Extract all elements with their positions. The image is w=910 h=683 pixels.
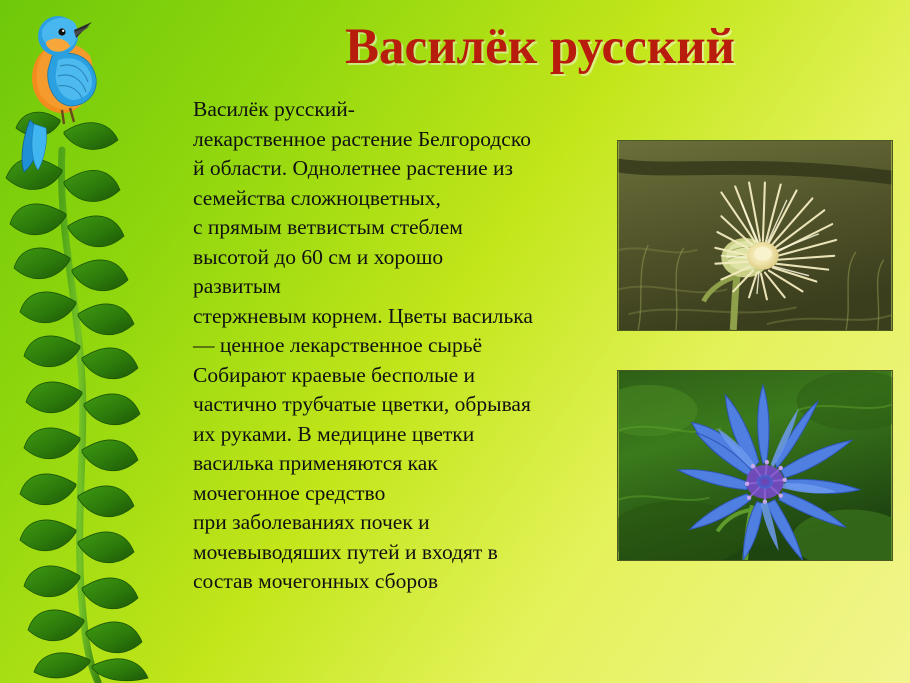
body-line: Собирают краевые бесполые и	[193, 362, 476, 387]
body-line: й области. Однолетнее растение из	[193, 156, 513, 180]
body-line: лекарственное растение Белгородско	[193, 126, 531, 151]
body-line: состав мочегонных сборов	[193, 569, 439, 593]
body-line: их руками. В медицине цветки	[193, 421, 475, 446]
body-line: при заболеваниях почек и	[193, 510, 430, 534]
page-title: Василёк русский	[345, 19, 735, 75]
photo-centaurea-cyanus	[617, 370, 893, 561]
body-line: семейства сложноцветных,	[193, 185, 441, 210]
body-line: высотой до 60 см и хорошо	[193, 244, 444, 269]
body-line: частично трубчатые цветки, обрывая	[193, 392, 531, 416]
body-line: стержневым корнем. Цветы василька	[193, 303, 533, 328]
body-line: Василёк русский-	[193, 97, 355, 121]
body-line: мочегонное средство	[193, 480, 386, 505]
body-line: василька применяются как	[193, 451, 438, 475]
body-text	[193, 95, 613, 597]
bird-on-vine-illustration	[0, 0, 190, 683]
body-line: — ценное лекарственное сырьё	[193, 333, 483, 357]
bird-icon	[22, 16, 96, 172]
body-line: мочевыводяших путей и входят в	[193, 539, 498, 564]
body-line: с прямым ветвистым стеблем	[193, 215, 463, 239]
body-line: развитым	[193, 274, 281, 298]
photo-centaurea-ruthenica	[617, 140, 893, 331]
